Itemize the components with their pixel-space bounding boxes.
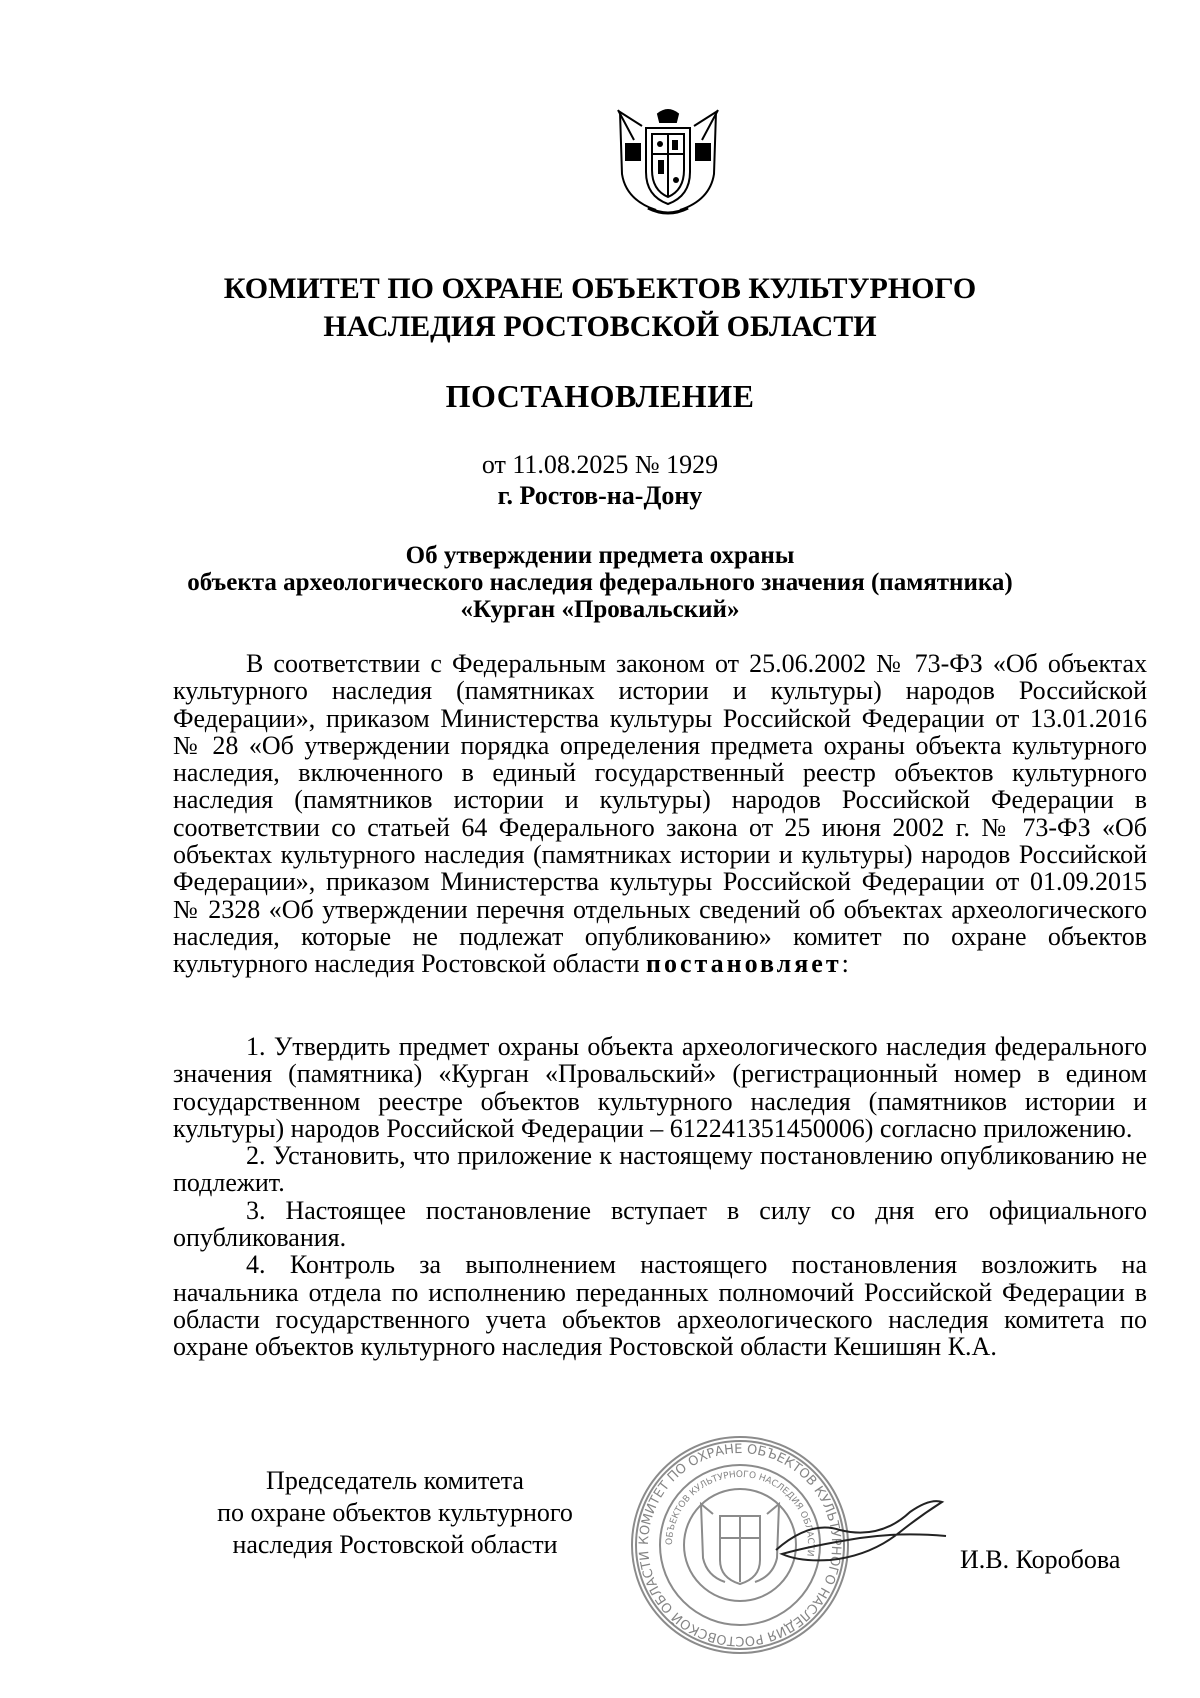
preamble-paragraph (173, 650, 1147, 978)
decree-item-1: 1. Утвердить предмет охраны объекта археологического наследия федерального значения (памятника) «Курган «Провальский» (регистрационный номер в едином государственном реестре объектов культурного наследия (памятников истории и культуры) народов Российской Федерации – 612241351450006) согласно приложению. (173, 1032, 1147, 1143)
title-line-1: Об утверждении предмета охраны (405, 542, 795, 569)
document-type: ПОСТАНОВЛЕНИЕ (445, 378, 755, 414)
document-date-number: от 11.08.2025 № 1929 (481, 450, 719, 479)
title-line-2: объекта археологического наследия федерального значения (памятника) (187, 569, 1013, 596)
organization-name (0, 270, 1200, 346)
document-city: г. Ростов-на-Дону (497, 481, 703, 510)
signer-name: И.В. Коробова (960, 1545, 1121, 1574)
title-line-3: «Курган «Провальский» (460, 596, 740, 623)
org-line-2: НАСЛЕДИЯ РОСТОВСКОЙ ОБЛАСТИ (323, 310, 877, 343)
position-line-1: Председатель комитета (266, 1466, 524, 1495)
coat-of-arms-icon (612, 104, 724, 218)
position-line-2: по охране объектов культурного (217, 1498, 573, 1527)
decree-item-3: 3. Настоящее постановление вступает в силу со дня его официального опубликования. (173, 1195, 1147, 1253)
signatory-position (190, 1465, 600, 1561)
seal-outer-text: КОМИТЕТ ПО ОХРАНЕ ОБЪЕКТОВ КУЛЬТУРНОГО НАСЛЕДИЯ РОСТОВСКОЙ ОБЛАСТИ (636, 1441, 844, 1649)
position-line-3: наследия Ростовской области (232, 1530, 558, 1559)
document-title (0, 542, 1200, 623)
preamble-text: В соответствии с Федеральным законом от 25.06.2002 № 73-ФЗ «Об объектах культурного наследия (памятниках истории и культуры) народов Российской Федерации», приказом Министерства культуры Российской Федерации от 13.01.2016 № 28 «Об утверждении порядка определения предмета охраны объекта культурного наследия, включенного в единый государственный реестр объектов культурного наследия (памятников истории и культуры) народов Российской Федерации в соответствии со статьей 64 Федерального закона от 25 июня 2002 г. № 73-ФЗ «Об объектах культурного наследия (памятниках истории и культуры) народов Российской Федерации», приказом Министерства культуры Российской Федерации от 01.09.2015 № 2328 «Об утверждении перечня отдельных сведений об объектах археологического наследия, которые не подлежат опубликованию» комитет по охране объектов культурного наследия Ростовской области (173, 649, 1147, 979)
handwritten-signature (770, 1490, 950, 1580)
preamble-colon: : (841, 949, 849, 979)
decree-word: постановляет (646, 949, 842, 979)
decree-items (173, 1033, 1147, 1361)
seal-inner-text: ОБЪЕКТОВ КУЛЬТУРНОГО НАСЛЕДИЯ ОБЛАСТИ (664, 1469, 816, 1557)
preamble (173, 650, 1147, 978)
decree-item-4: 4. Контроль за выполнением настоящего постановления возложить на начальника отдела по исполнению переданных полномочий Российской Федерации в области государственного учета объектов археологического наследия комитета по охране объектов культурного наследия Ростовской области Кешишян К.А. (173, 1250, 1147, 1362)
org-line-1: КОМИТЕТ ПО ОХРАНЕ ОБЪЕКТОВ КУЛЬТУРНОГО (223, 272, 977, 305)
decree-item-2: 2. Установить, что приложение к настоящему постановлению опубликованию не подлежит. (173, 1141, 1147, 1198)
